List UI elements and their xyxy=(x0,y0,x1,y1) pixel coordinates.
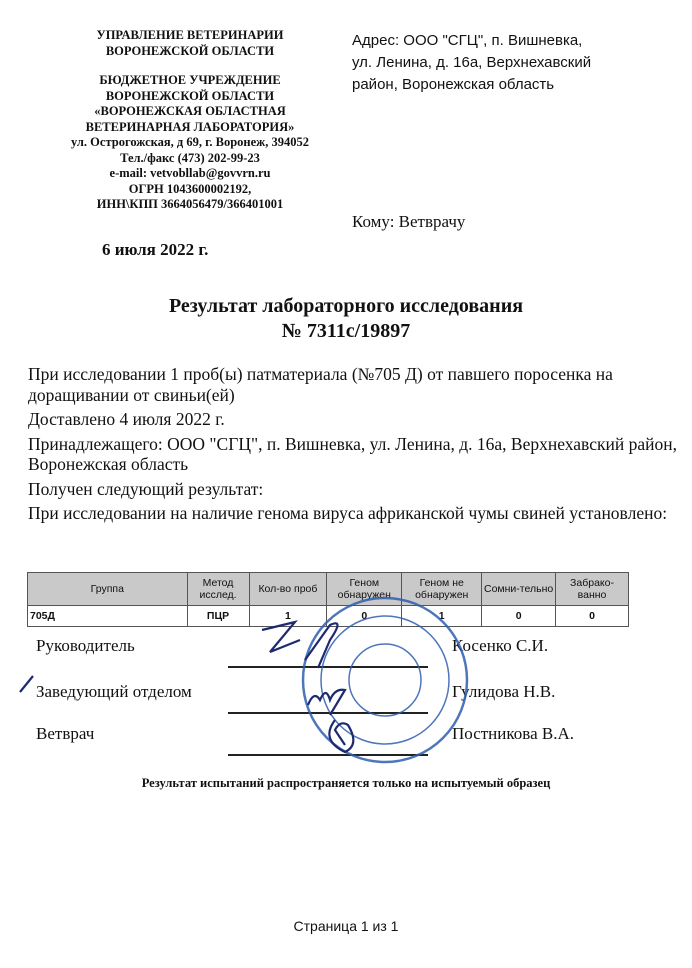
column-header: Геном обнаружен xyxy=(327,573,402,606)
address-line: Адрес: ООО "СГЦ", п. Вишневка, xyxy=(352,32,583,49)
table-cell: 1 xyxy=(402,606,482,627)
paragraph: Получен следующий результат: xyxy=(28,478,264,499)
signature-role: Ветврач xyxy=(36,724,95,743)
signature-name: Гулидова Н.В. xyxy=(452,682,556,701)
table-header-row xyxy=(28,573,629,606)
header-line: ВОРОНЕЖСКОЙ ОБЛАСТИ xyxy=(105,88,275,103)
signature-role: Руководитель xyxy=(36,636,135,655)
header-line: «ВОРОНЕЖСКАЯ ОБЛАСТНАЯ xyxy=(94,104,286,118)
page-number: Страница 1 из 1 xyxy=(293,918,399,934)
header-line: УПРАВЛЕНИЕ ВЕТЕРИНАРИИ xyxy=(96,28,284,42)
header-line: ОГРН 1043600002192, xyxy=(128,181,252,196)
table-cell: 0 xyxy=(327,606,402,627)
document-number: № 7311с/19897 xyxy=(281,320,411,342)
signature-name: Постникова В.А. xyxy=(452,724,574,743)
column-header: Кол-во проб xyxy=(249,573,327,606)
header-line: ВОРОНЕЖСКОЙ ОБЛАСТИ xyxy=(105,43,275,58)
column-header: Геном не обнаружен xyxy=(402,573,482,606)
table-cell: 705Д xyxy=(28,606,188,627)
header-line: БЮДЖЕТНОЕ УЧРЕЖДЕНИЕ xyxy=(99,73,281,87)
header-line: e-mail: vetvobllab@govvrn.ru xyxy=(109,166,271,180)
paragraph: Доставлено 4 июля 2022 г. xyxy=(28,409,225,429)
column-header: Метод исслед. xyxy=(187,573,249,606)
address-line: район, Воронежская область xyxy=(352,76,555,93)
signature-name: Косенко С.И. xyxy=(452,636,549,655)
column-header: Сомни-тельно xyxy=(482,573,556,606)
results-table xyxy=(27,572,629,627)
column-header: Группа xyxy=(28,573,188,606)
column-header: Забрако-ванно xyxy=(556,573,629,606)
header-line: ВЕТЕРИНАРНАЯ ЛАБОРАТОРИЯ» xyxy=(85,119,295,134)
signature-role: Заведующий отделом xyxy=(36,682,192,701)
table-cell: 1 xyxy=(249,606,327,627)
document-date: 6 июля 2022 г. xyxy=(102,240,209,259)
footer-note: Результат испытаний распространяется только на испытуемый образец xyxy=(141,776,551,790)
table-row xyxy=(28,606,629,627)
recipient-address xyxy=(352,30,591,96)
paragraph: При исследовании 1 проб(ы) патматериала (№705 Д) от павшего поросенка на доращивании от свиньи(ей) xyxy=(28,364,613,405)
signature-line xyxy=(228,712,428,714)
header-line: ул. Острогожская, д 69, г. Воронеж, 394052 xyxy=(70,135,309,149)
paragraph: При исследовании на наличие генома вируса африканской чумы свиней установлено: xyxy=(28,503,668,523)
title-line: Результат лабораторного исследования xyxy=(168,295,524,317)
header-line: ИНН\КПП 3664056479/366401001 xyxy=(96,197,284,211)
recipient: Кому: Ветврачу xyxy=(352,212,466,231)
signature-line xyxy=(228,666,428,668)
signature-line xyxy=(228,754,428,756)
address-line: ул. Ленина, д. 16а, Верхнехавский xyxy=(352,54,592,71)
document-body xyxy=(28,364,678,528)
header-line: Тел./факс (473) 202-99-23 xyxy=(120,150,260,165)
table-cell: 0 xyxy=(556,606,629,627)
organization-header xyxy=(40,28,340,213)
document-title xyxy=(0,294,692,344)
paragraph: Принадлежащего: ООО "СГЦ", п. Вишневка, ул. Ленина, д. 16а, Верхнехавский район, Воронежская область xyxy=(28,433,677,474)
table-cell: ПЦР xyxy=(187,606,249,627)
table-cell: 0 xyxy=(482,606,556,627)
